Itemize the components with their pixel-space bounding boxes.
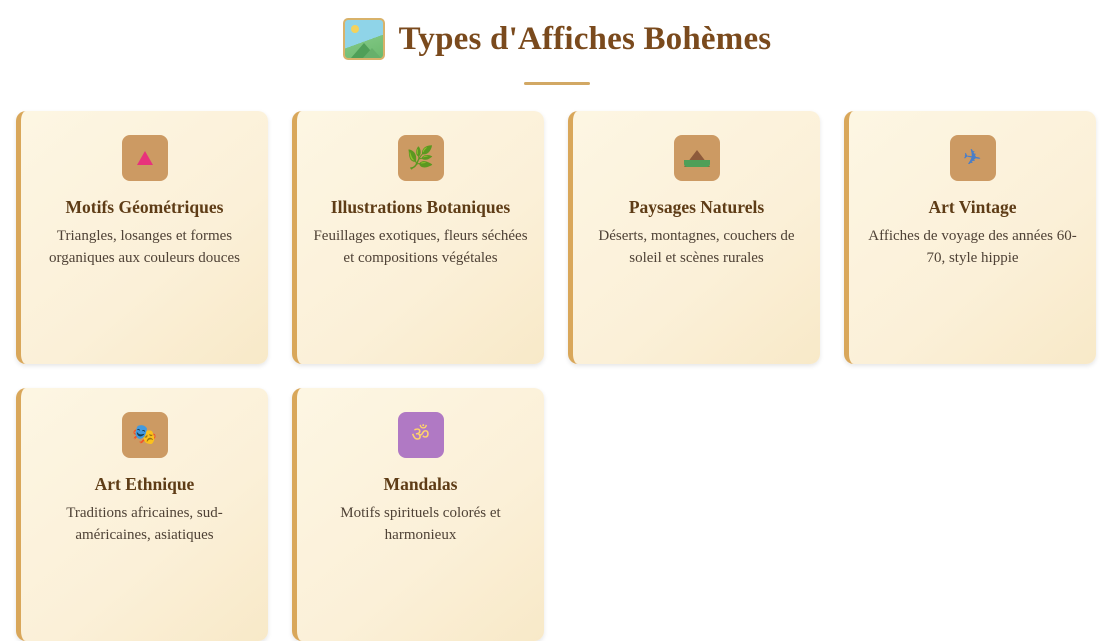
- card-description: Affiches de voyage des années 60-70, style hippie: [868, 227, 1077, 266]
- card-description: Déserts, montagnes, couchers de soleil et scènes rurales: [598, 227, 795, 266]
- card-title: Motifs Géométriques: [65, 197, 224, 217]
- card-art-ethnique[interactable]: [16, 388, 268, 641]
- card-description: Traditions africaines, sud-américaines, asiatiques: [66, 504, 223, 543]
- cards-grid: [0, 111, 1114, 641]
- card-title: Art Vintage: [928, 197, 1017, 217]
- om-symbol-icon: ॐ: [398, 412, 444, 458]
- title-row: [0, 18, 1114, 60]
- card-description: Triangles, losanges et formes organiques aux couleurs douces: [49, 227, 240, 266]
- page-title: Types d'Affiches Bohèmes: [398, 20, 772, 57]
- page-header: [0, 0, 1114, 85]
- card-motifs-geometriques[interactable]: [16, 111, 268, 364]
- framed-picture-icon: [343, 18, 385, 60]
- triangle-icon: [122, 135, 168, 181]
- card-description: Feuillages exotiques, fleurs séchées et compositions végétales: [313, 227, 528, 266]
- card-title: Paysages Naturels: [628, 197, 765, 217]
- title-divider: [524, 82, 590, 85]
- card-paysages-naturels[interactable]: [568, 111, 820, 364]
- card-title: Mandalas: [383, 474, 458, 494]
- herb-icon: 🌿: [398, 135, 444, 181]
- card-illustrations-botaniques[interactable]: [292, 111, 544, 364]
- card-title: Art Ethnique: [94, 474, 195, 494]
- card-title: Illustrations Botaniques: [330, 197, 511, 217]
- card-mandalas[interactable]: [292, 388, 544, 641]
- airplane-icon: ✈: [950, 135, 996, 181]
- performing-arts-masks-icon: 🎭: [122, 412, 168, 458]
- mountain-icon: [674, 135, 720, 181]
- card-art-vintage[interactable]: [844, 111, 1096, 364]
- card-description: Motifs spirituels colorés et harmonieux: [340, 504, 501, 543]
